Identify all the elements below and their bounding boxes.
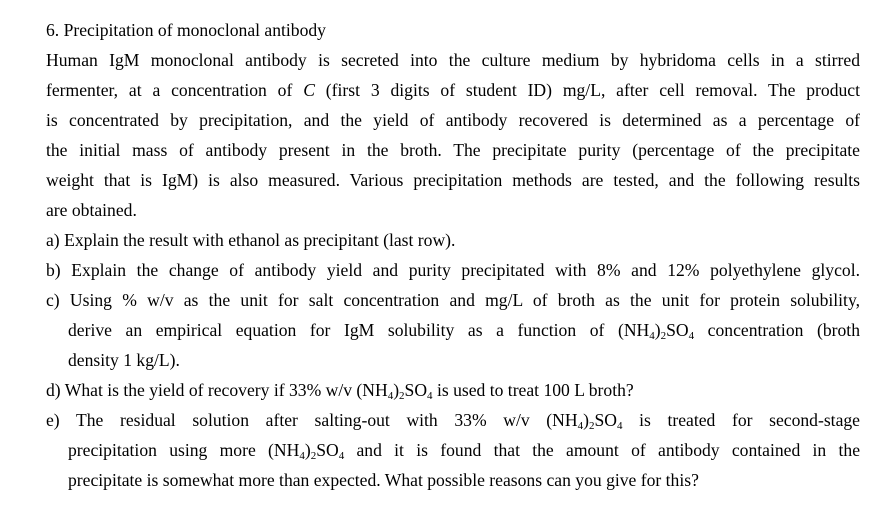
paragraph-line-3: is concentrated by precipitation, and the yield of antibody recovered is determined as a percentage of xyxy=(46,110,860,130)
sub-question-e-line-3: precipitate is somewhat more than expected. What possible reasons can you give for this? xyxy=(68,470,699,490)
text-segment: concentration (broth xyxy=(694,320,860,340)
text-segment: derive an empirical equation for IgM solubility as a function of (NH xyxy=(68,320,650,340)
subscript: 2 xyxy=(399,390,405,402)
sub-question-e xyxy=(46,405,860,495)
sub-question-b: b) Explain the change of antibody yield and purity precipitated with 8% and 12% polyethylene glycol. xyxy=(46,260,860,280)
question-paragraph xyxy=(46,45,860,225)
text-segment: SO xyxy=(316,440,339,460)
subscript: 4 xyxy=(649,330,655,342)
paragraph-line-5: weight that is IgM) is also measured. Various precipitation methods are tested, and the following results xyxy=(46,170,860,190)
subscript: 4 xyxy=(387,390,394,402)
question-title: 6. Precipitation of monoclonal antibody xyxy=(46,20,326,40)
text-segment: e) The residual solution after salting-out with 33% w/v (NH xyxy=(46,410,578,430)
text-segment: d) What is the yield of recovery if 33% w/v (NH xyxy=(46,380,388,400)
text-segment: SO xyxy=(404,380,428,400)
sub-question-e-line-2 xyxy=(46,435,860,465)
subscript: 4 xyxy=(338,450,345,462)
paragraph-line-1: Human IgM monoclonal antibody is secreted into the culture medium by hybridoma cells in a stirred xyxy=(46,50,860,70)
sub-question-c xyxy=(46,285,860,375)
sub-question-e-line-1 xyxy=(46,405,860,435)
subscript: 2 xyxy=(660,330,667,342)
text-segment: is treated for second-stage xyxy=(622,410,860,430)
sub-question-c-line-3: density 1 kg/L). xyxy=(68,350,180,370)
sub-question-c-line-1: c) Using % w/v as the unit for salt concentration and mg/L of broth as the unit for protein solubility, xyxy=(46,290,860,310)
paragraph-line-6: are obtained. xyxy=(46,200,137,220)
subscript: 4 xyxy=(427,390,433,402)
text-segment: and it is found that the amount of antibody contained in the xyxy=(344,440,861,460)
text-segment: (first 3 digits of student ID) mg/L, after cell removal. The product xyxy=(314,80,860,100)
text-segment: ) xyxy=(583,410,589,430)
subscript: 2 xyxy=(310,450,317,462)
subscript: 2 xyxy=(588,420,595,432)
sub-question-c-line-2 xyxy=(46,315,860,345)
text-segment: SO xyxy=(594,410,617,430)
sub-question-a: a) Explain the result with ethanol as precipitant (last row). xyxy=(46,230,456,250)
subscript: 4 xyxy=(688,330,695,342)
text-segment: ) xyxy=(393,380,400,400)
subscript: 4 xyxy=(299,450,305,462)
paragraph-line-4: the initial mass of antibody present in the broth. The precipitate purity (percentage of the precipitate xyxy=(46,140,860,160)
text-segment: precipitation using more (NH xyxy=(68,440,300,460)
subscript: 4 xyxy=(616,420,623,432)
subscript: 4 xyxy=(577,420,584,432)
text-segment: ) xyxy=(654,320,661,340)
paragraph-line-2 xyxy=(46,75,860,105)
sub-question-list xyxy=(46,225,860,495)
text-segment: SO xyxy=(666,320,689,340)
text-segment: fermenter, at a concentration of xyxy=(46,80,304,100)
text-segment: is used to treat 100 L broth? xyxy=(432,380,634,400)
sub-question-d xyxy=(46,375,860,405)
concentration-variable: C xyxy=(303,80,315,100)
text-segment: ) xyxy=(304,440,311,460)
